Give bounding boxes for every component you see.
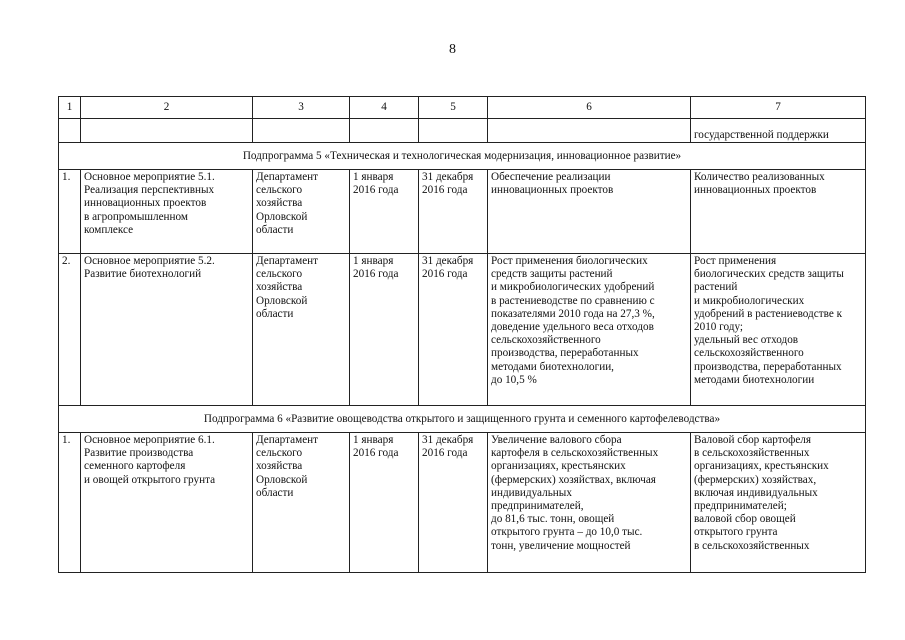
cell-line: Орловской (256, 210, 308, 223)
table-row (59, 433, 866, 573)
cell-line: удельный вес отходов (694, 334, 799, 347)
cell-line: хозяйства (256, 281, 303, 294)
cell-line: в сельскохозяйственных (694, 447, 810, 460)
cell-line: до 81,6 тыс. тонн, овощей (491, 513, 615, 526)
end-date-cell (419, 170, 488, 254)
cell-line: сельского (256, 184, 303, 197)
cell-line: открытого грунта (694, 526, 778, 539)
cell-line: области (256, 223, 294, 236)
continuation-text: государственной поддержки (691, 119, 866, 143)
expected-result-cell (488, 170, 691, 254)
empty-cell (350, 119, 419, 143)
cell-line: открытого грунта – до 10,0 тыс. (491, 526, 643, 539)
cell-line: Валовой сбор картофеля (694, 434, 812, 446)
cell-line: хозяйства (256, 460, 303, 473)
cell-line: хозяйства (256, 197, 303, 210)
header-cell: 5 (419, 97, 488, 119)
cell-line: предпринимателей; (694, 500, 787, 513)
indicator-cell (691, 254, 866, 406)
header-cell: 2 (81, 97, 253, 119)
header-row (59, 97, 866, 119)
cell-line: Развитие биотехнологий (84, 268, 202, 281)
table-row (59, 170, 866, 254)
cell-line: области (256, 486, 294, 499)
measure-cell (81, 170, 253, 254)
cell-line: (фермерских) хозяйствах, включая (491, 473, 656, 486)
start-date-cell (350, 433, 419, 573)
cell-line: области (256, 307, 294, 320)
cell-line: 2016 года (353, 184, 399, 197)
cell-line: Основное мероприятие 5.2. (84, 255, 215, 267)
subprogram-row (59, 406, 866, 433)
cell-line: 31 декабря (422, 255, 474, 267)
cell-line: инновационных проектов (694, 184, 817, 197)
cell-line: 31 декабря (422, 171, 474, 183)
cell-line: Обеспечение реализации (491, 171, 611, 183)
continuation-row (59, 119, 866, 143)
cell-line: Орловской (256, 294, 308, 307)
row-number: 1. (59, 170, 81, 254)
empty-cell (81, 119, 253, 143)
cell-line: Реализация перспективных (84, 184, 215, 197)
cell-line: семенного картофеля (84, 460, 186, 473)
cell-line: Орловской (256, 473, 308, 486)
empty-cell (419, 119, 488, 143)
cell-line: (фермерских) хозяйствах, (694, 473, 817, 486)
cell-line: сельского (256, 268, 303, 281)
cell-line: Количество реализованных (694, 171, 825, 183)
cell-line: биологических средств защиты (694, 268, 844, 281)
subprogram-row (59, 143, 866, 170)
cell-line: Основное мероприятие 5.1. (84, 171, 215, 183)
cell-line: Департамент (256, 434, 319, 446)
cell-line: 2016 года (422, 447, 468, 460)
cell-line: производства, переработанных (694, 360, 842, 373)
cell-line: Рост применения биологических (491, 255, 648, 267)
cell-line: комплексе (84, 223, 134, 236)
cell-line: предпринимателей, (491, 500, 584, 513)
row-number: 1. (59, 433, 81, 573)
cell-line: в растениеводстве по сравнению с (491, 294, 655, 307)
cell-line: методами биотехнологии, (491, 360, 614, 373)
header-cell: 4 (350, 97, 419, 119)
expected-result-cell (488, 254, 691, 406)
executor-cell (253, 170, 350, 254)
cell-line: 2016 года (353, 268, 399, 281)
cell-line: 2016 года (422, 268, 468, 281)
empty-cell (253, 119, 350, 143)
empty-cell (59, 119, 81, 143)
cell-line: организациях, крестьянских (491, 460, 626, 473)
cell-line: в сельскохозяйственных (694, 539, 810, 552)
cell-line: Департамент (256, 255, 319, 267)
cell-line: инновационных проектов (84, 197, 207, 210)
cell-line: удобрений в растениеводстве к (694, 307, 843, 320)
cell-line: сельского (256, 447, 303, 460)
cell-line: сельскохозяйственного (694, 347, 804, 360)
cell-line: 2016 года (353, 447, 399, 460)
start-date-cell (350, 254, 419, 406)
cell-line: средств защиты растений (491, 268, 613, 281)
empty-cell (488, 119, 691, 143)
indicator-cell (691, 433, 866, 573)
cell-line: и овощей открытого грунта (84, 473, 216, 486)
end-date-cell (419, 254, 488, 406)
cell-line: тонн, увеличение мощностей (491, 539, 631, 552)
end-date-cell (419, 433, 488, 573)
measure-cell (81, 433, 253, 573)
cell-line: инновационных проектов (491, 184, 614, 197)
cell-line: Развитие производства (84, 447, 194, 460)
cell-line: 31 декабря (422, 434, 474, 446)
header-cell: 3 (253, 97, 350, 119)
header-cell: 7 (691, 97, 866, 119)
activities-table (58, 96, 866, 573)
cell-line: Увеличение валового сбора (491, 434, 622, 446)
start-date-cell (350, 170, 419, 254)
executor-cell (253, 254, 350, 406)
executor-cell (253, 433, 350, 573)
cell-line: организациях, крестьянских (694, 460, 829, 473)
cell-line: 1 января (353, 171, 394, 183)
cell-line: производства, переработанных (491, 347, 639, 360)
cell-line: Рост применения (694, 255, 777, 267)
measure-cell (81, 254, 253, 406)
indicator-cell (691, 170, 866, 254)
cell-line: 2016 года (422, 184, 468, 197)
cell-line: доведение удельного веса отходов (491, 321, 654, 334)
subprogram-5-title: Подпрограмма 5 «Техническая и технологическая модернизация, инновационное развитие» (59, 143, 866, 170)
cell-line: индивидуальных (491, 486, 572, 499)
cell-line: Департамент (256, 171, 319, 183)
cell-line: растений (694, 281, 738, 294)
cell-line: и микробиологических (694, 294, 805, 307)
cell-line: сельскохозяйственного (491, 334, 601, 347)
cell-line: в агропромышленном (84, 210, 188, 223)
row-number: 2. (59, 254, 81, 406)
cell-line: методами биотехнологии (694, 373, 815, 386)
cell-line: валовой сбор овощей (694, 513, 796, 526)
cell-line: Основное мероприятие 6.1. (84, 434, 215, 446)
cell-line: до 10,5 % (491, 373, 537, 386)
cell-line: 1 января (353, 255, 394, 267)
cell-line: и микробиологических удобрений (491, 281, 655, 294)
table-row (59, 254, 866, 406)
cell-line: 2010 году; (694, 321, 743, 334)
header-cell: 1 (59, 97, 81, 119)
header-cell: 6 (488, 97, 691, 119)
cell-line: картофеля в сельскохозяйственных (491, 447, 659, 460)
subprogram-6-title: Подпрограмма 6 «Развитие овощеводства открытого и защищенного грунта и семенного картофелеводства» (59, 406, 866, 433)
cell-line: 1 января (353, 434, 394, 446)
expected-result-cell (488, 433, 691, 573)
page-number: 8 (449, 42, 456, 57)
cell-line: показателями 2010 года на 27,3 %, (491, 307, 655, 320)
cell-line: включая индивидуальных (694, 486, 818, 499)
